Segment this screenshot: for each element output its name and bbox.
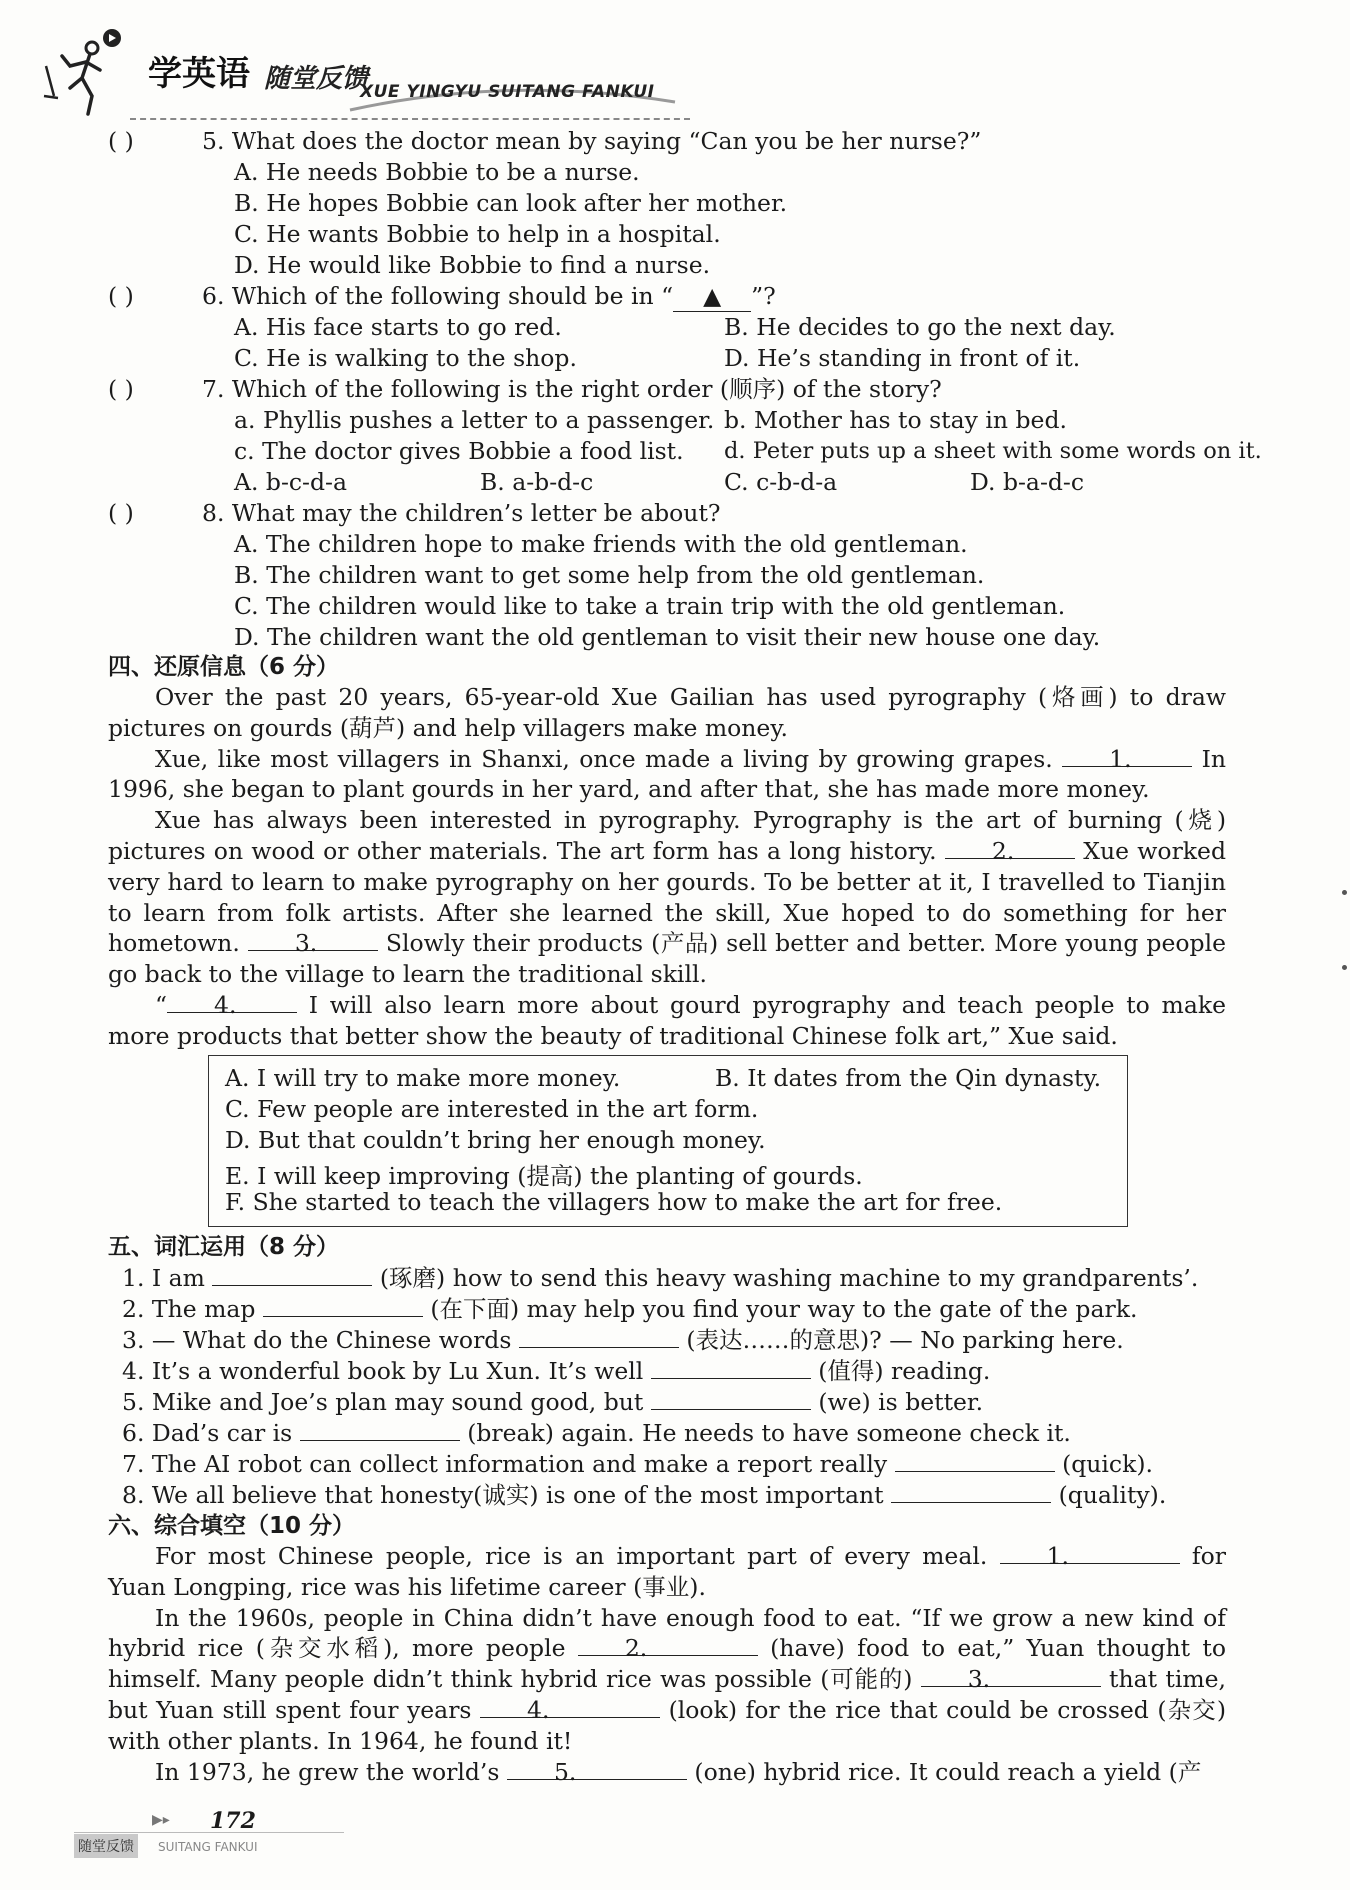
question-8-option: D. The children want the old gentleman to visit their new house one day.: [234, 623, 1101, 651]
question-7-option: B. a-b-d-c: [480, 468, 594, 496]
vocab-item: 6. Dad’s car is (break) again. He needs to have someone check it.: [122, 1419, 1071, 1447]
triangle-icon: ▲: [703, 282, 722, 310]
vocab-item: 1. I am (琢磨) how to send this heavy washing machine to my grandparents’.: [122, 1264, 1199, 1292]
box-option: D. But that couldn’t bring her enough money.: [225, 1126, 766, 1154]
footer-tag: 随堂反馈: [74, 1834, 138, 1858]
vocab-item: 3. — What do the Chinese words (表达……的意思)? — No parking here.: [122, 1326, 1124, 1354]
passage-paragraph: In the 1960s, people in China didn’t have enough food to eat. “If we grow a new kind of hybrid rice (杂交水稻), more people 2. (have) food to eat,” Yuan thought to himself. Many people didn’t think hybrid rice was possible (可能的) 3. that time, but Yuan still spent four years 4. (look) for the rice that could be crossed (杂交) with other plants. In 1964, he found it!: [108, 1603, 1227, 1755]
passage-paragraph: In 1973, he grew the world’s 5. (one) hybrid rice. It could reach a yield (产: [155, 1757, 1202, 1786]
cloze-blank-1[interactable]: 1.: [1000, 1541, 1180, 1564]
question-7-item: a. Phyllis pushes a letter to a passenger.: [234, 406, 715, 434]
vocab-item: 8. We all believe that honesty(诚实) is one of the most important (quality).: [122, 1481, 1167, 1509]
box-option: F. She started to teach the villagers how to make the art for free.: [225, 1188, 1003, 1216]
question-7-item: d. Peter puts up a sheet with some words on it.: [724, 438, 1262, 464]
cloze-blank-3[interactable]: 3.: [921, 1664, 1101, 1687]
passage-paragraph: For most Chinese people, rice is an important part of every meal. 1. for Yuan Longping, rice was his lifetime career (事业).: [108, 1542, 1226, 1601]
header-title-en: XUE YINGYU SUITANG FANKUI: [360, 82, 655, 102]
question-7-stem: ( ) 7. Which of the following is the right order (顺序) of the story?: [108, 375, 942, 403]
vocab-blank[interactable]: [895, 1449, 1055, 1472]
box-option: A. I will try to make more money.: [225, 1064, 621, 1092]
header-divider: [130, 118, 690, 120]
blank-2[interactable]: 2.: [945, 836, 1075, 859]
header-title-sub: 随堂反馈: [264, 64, 369, 94]
question-5-option: B. He hopes Bobbie can look after her mother.: [234, 189, 788, 217]
runner-logo-icon: [40, 26, 132, 118]
passage-paragraph: Over the past 20 years, 65-year-old Xue Gailian has used pyrography (烙画) to draw pictures on gourds (葫芦) and help villagers make money.: [108, 683, 1226, 742]
blank-4[interactable]: 4.: [167, 990, 297, 1013]
passage-paragraph: Xue, like most villagers in Shanxi, once made a living by growing grapes. 1. In 1996, she began to plant gourds in her yard, and after that, she has made more money.: [108, 744, 1226, 804]
question-5-option: A. He needs Bobbie to be a nurse.: [234, 158, 640, 186]
cloze-blank-2[interactable]: 2.: [578, 1633, 758, 1656]
answer-paren[interactable]: ( ): [108, 282, 134, 310]
triangle-blank: [673, 281, 751, 312]
passage-paragraph: Xue has always been interested in pyrography. Pyrography is the art of burning (烧) pictures on wood or other materials. The art form has a long history. 2. Xue worked very hard to learn to make pyrography on her gourds. To be better at it, I travelled to Tianjin to learn from folk artists. After she learned the skill, Xue hoped to do something for her hometown. 3. Slowly their products (产品) sell better and better. More young people go back to the village to learn the traditional skill.: [108, 806, 1226, 989]
section-6-heading: 六、综合填空（10 分）: [108, 1513, 356, 1539]
vocab-blank[interactable]: [212, 1263, 372, 1286]
header-title-cn: 学英语: [148, 54, 250, 94]
vocab-blank[interactable]: [519, 1325, 679, 1348]
vocab-item: 5. Mike and Joe’s plan may sound good, but (we) is better.: [122, 1388, 984, 1416]
question-7-option: A. b-c-d-a: [234, 468, 347, 496]
vocab-blank[interactable]: [891, 1480, 1051, 1503]
question-6-option: D. He’s standing in front of it.: [724, 344, 1081, 372]
scan-mark: [1342, 890, 1347, 895]
footer-divider: [74, 1832, 344, 1833]
page-header: [40, 18, 660, 118]
question-7-option: D. b-a-d-c: [970, 468, 1085, 496]
question-6-option: C. He is walking to the shop.: [234, 344, 577, 372]
vocab-blank[interactable]: [263, 1294, 423, 1317]
question-7-option: C. c-b-d-a: [724, 468, 838, 496]
question-5-stem: ( ) 5. What does the doctor mean by saying “Can you be her nurse?”: [108, 127, 982, 155]
question-7-item: b. Mother has to stay in bed.: [724, 406, 1067, 434]
blank-1[interactable]: 1.: [1062, 744, 1192, 767]
answer-paren[interactable]: ( ): [108, 499, 134, 527]
question-6-stem: ( ) 6. Which of the following should be in “ ▲ ”?: [108, 282, 776, 310]
blank-3[interactable]: 3.: [248, 928, 378, 951]
question-5-option: D. He would like Bobbie to find a nurse.: [234, 251, 711, 279]
vocab-blank[interactable]: [300, 1418, 460, 1441]
question-7-item: c. The doctor gives Bobbie a food list.: [234, 437, 684, 465]
question-8-stem: ( ) 8. What may the children’s letter be about?: [108, 499, 721, 527]
box-option: C. Few people are interested in the art form.: [225, 1095, 759, 1123]
question-6-option: A. His face starts to go red.: [234, 313, 562, 341]
question-5-option: C. He wants Bobbie to help in a hospital.: [234, 220, 721, 248]
question-8-option: A. The children hope to make friends with the old gentleman.: [234, 530, 968, 558]
section-4-passage: [108, 682, 1226, 1052]
answer-paren[interactable]: ( ): [108, 375, 134, 403]
section-5-heading: 五、词汇运用（8 分）: [108, 1234, 340, 1260]
cloze-blank-5[interactable]: 5.: [507, 1757, 687, 1780]
vocab-item: 4. It’s a wonderful book by Lu Xun. It’s well (值得) reading.: [122, 1357, 991, 1385]
answer-paren[interactable]: ( ): [108, 127, 134, 155]
page-number: 172: [210, 1808, 256, 1834]
section-6-passage: [108, 1541, 1226, 1787]
vocab-blank[interactable]: [651, 1356, 811, 1379]
vocab-blank[interactable]: [651, 1387, 811, 1410]
vocab-item: 2. The map (在下面) may help you find your way to the gate of the park.: [122, 1295, 1138, 1323]
page-arrow-icon: ▶▸: [152, 1812, 170, 1828]
box-option: E. I will keep improving (提高) the planting of gourds.: [225, 1162, 863, 1190]
passage-paragraph: “ 4. I will also learn more about gourd pyrography and teach people to make more products that better show the beauty of traditional Chinese folk art,” Xue said.: [108, 990, 1226, 1050]
vocab-item: 7. The AI robot can collect information and make a report really (quick).: [122, 1450, 1153, 1478]
question-6-option: B. He decides to go the next day.: [724, 313, 1116, 341]
cloze-blank-4[interactable]: 4.: [480, 1695, 660, 1718]
question-8-option: C. The children would like to take a train trip with the old gentleman.: [234, 592, 1066, 620]
options-box: [208, 1055, 1128, 1227]
footer-tag-en: SUITANG FANKUI: [158, 1840, 258, 1854]
question-8-option: B. The children want to get some help from the old gentleman.: [234, 561, 985, 589]
section-4-heading: 四、还原信息（6 分）: [108, 654, 340, 680]
scan-mark: [1342, 965, 1347, 970]
box-option: B. It dates from the Qin dynasty.: [715, 1064, 1102, 1092]
